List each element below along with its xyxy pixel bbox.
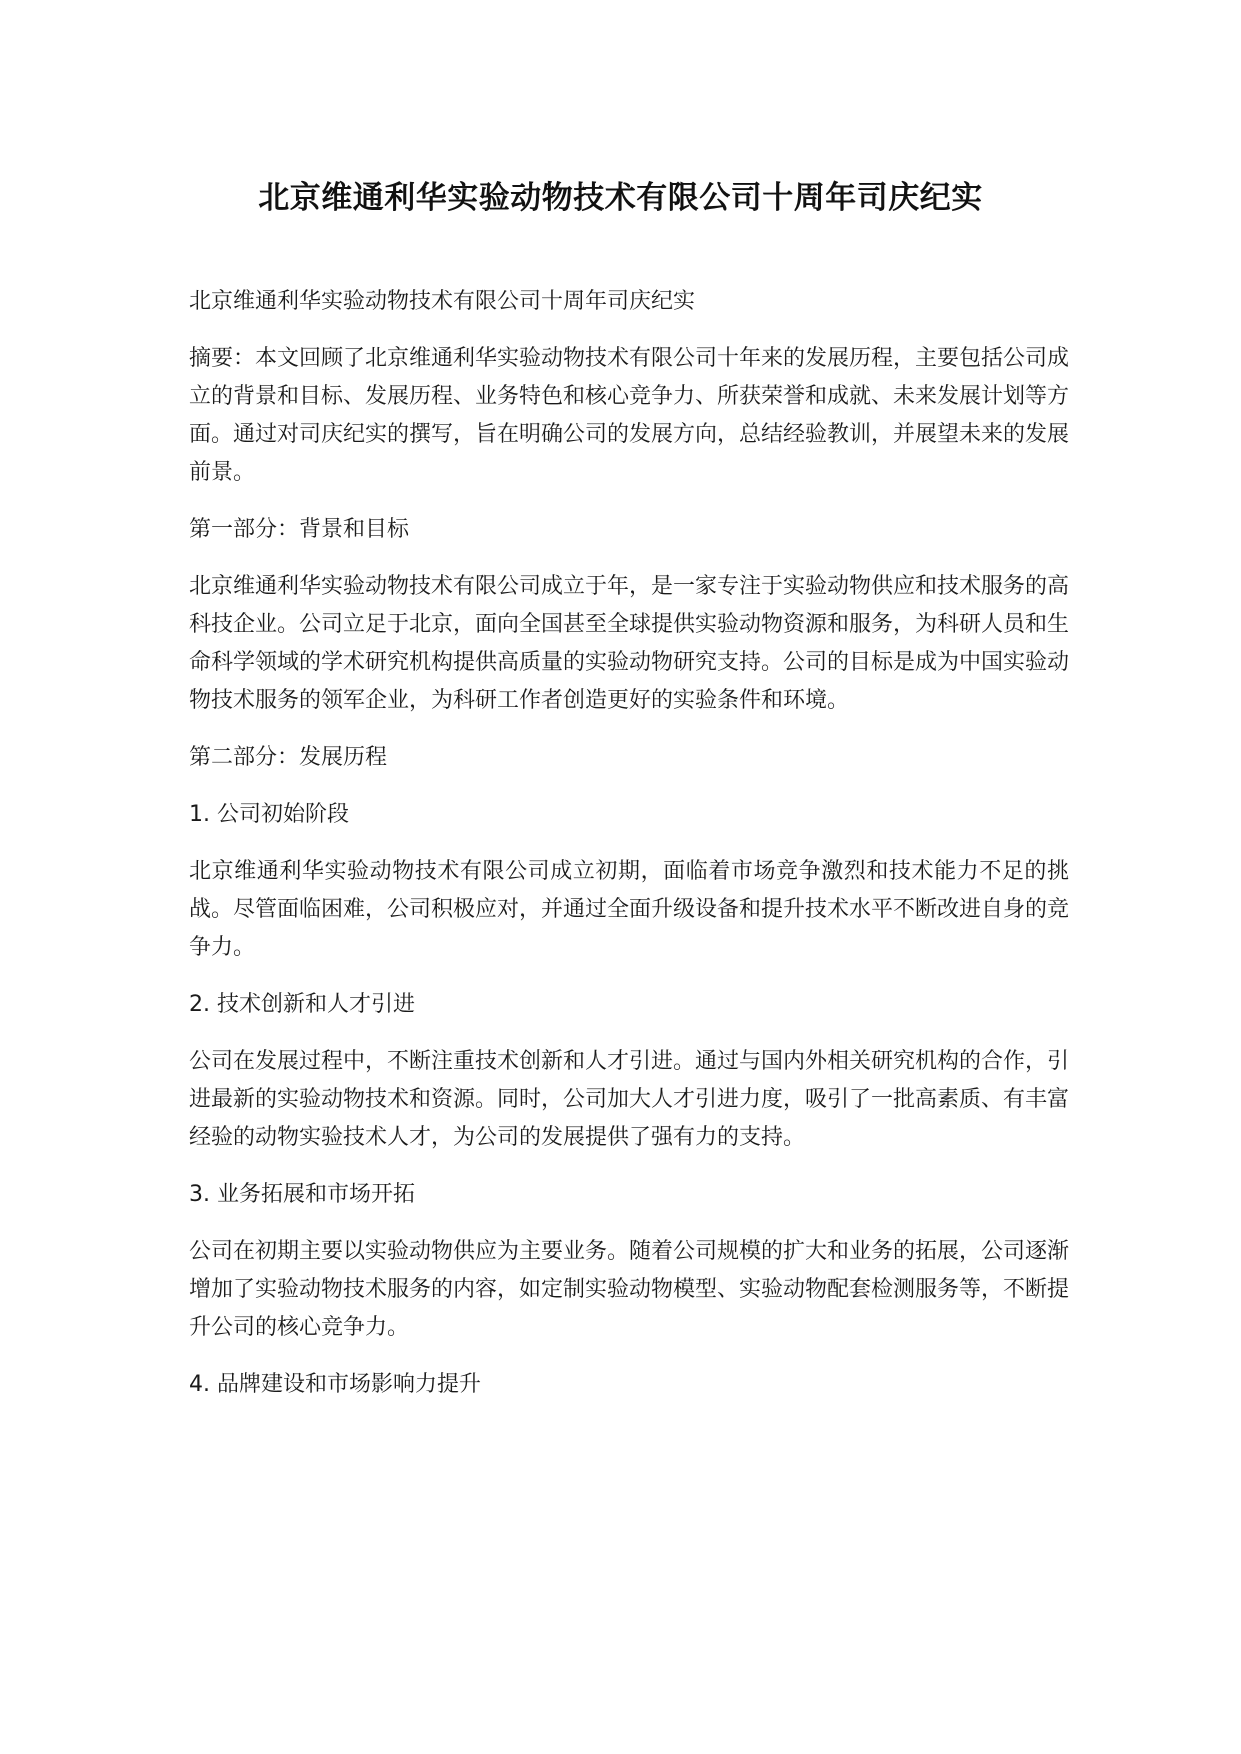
subheading-business-expansion: 3. 业务拓展和市场开拓	[189, 1182, 415, 1207]
subheading-initial-stage: 1. 公司初始阶段	[189, 802, 349, 827]
section-heading-part-one: 第一部分：背景和目标	[189, 517, 410, 542]
section-heading-part-two: 第二部分：发展历程	[189, 745, 388, 770]
document-title: 北京维通利华实验动物技术有限公司十周年司庆纪实	[258, 180, 983, 216]
subtitle-paragraph: 北京维通利华实验动物技术有限公司十周年司庆纪实	[189, 289, 696, 314]
innovation-talent-paragraph: 公司在发展过程中，不断注重技术创新和人才引进。通过与国内外相关研究机构的合作，引进最新的实验动物技术和资源。同时，公司加大人才引进力度，吸引了一批高素质、有丰富经验的动物实验技术人才，为公司的发展提供了强有力的支持。	[189, 1049, 1070, 1150]
background-paragraph: 北京维通利华实验动物技术有限公司成立于年，是一家专注于实验动物供应和技术服务的高科技企业。公司立足于北京，面向全国甚至全球提供实验动物资源和服务，为科研人员和生命科学领域的学术研究机构提供高质量的实验动物研究支持。公司的目标是成为中国实验动物技术服务的领军企业，为科研工作者创造更好的实验条件和环境。	[189, 574, 1070, 713]
abstract-paragraph: 摘要：本文回顾了北京维通利华实验动物技术有限公司十年来的发展历程，主要包括公司成立的背景和目标、发展历程、业务特色和核心竞争力、所获荣誉和成就、未来发展计划等方面。通过对司庆纪实的撰写，旨在明确公司的发展方向，总结经验教训，并展望未来的发展前景。	[189, 346, 1070, 485]
initial-stage-paragraph: 北京维通利华实验动物技术有限公司成立初期，面临着市场竞争激烈和技术能力不足的挑战。尽管面临困难，公司积极应对，并通过全面升级设备和提升技术水平不断改进自身的竞争力。	[189, 859, 1070, 960]
subheading-brand-building: 4. 品牌建设和市场影响力提升	[189, 1372, 481, 1397]
subheading-innovation-talent: 2. 技术创新和人才引进	[189, 992, 415, 1017]
business-expansion-paragraph: 公司在初期主要以实验动物供应为主要业务。随着公司规模的扩大和业务的拓展，公司逐渐增加了实验动物技术服务的内容，如定制实验动物模型、实验动物配套检测服务等，不断提升公司的核心竞争力。	[189, 1239, 1070, 1340]
document-body	[189, 283, 1069, 1423]
